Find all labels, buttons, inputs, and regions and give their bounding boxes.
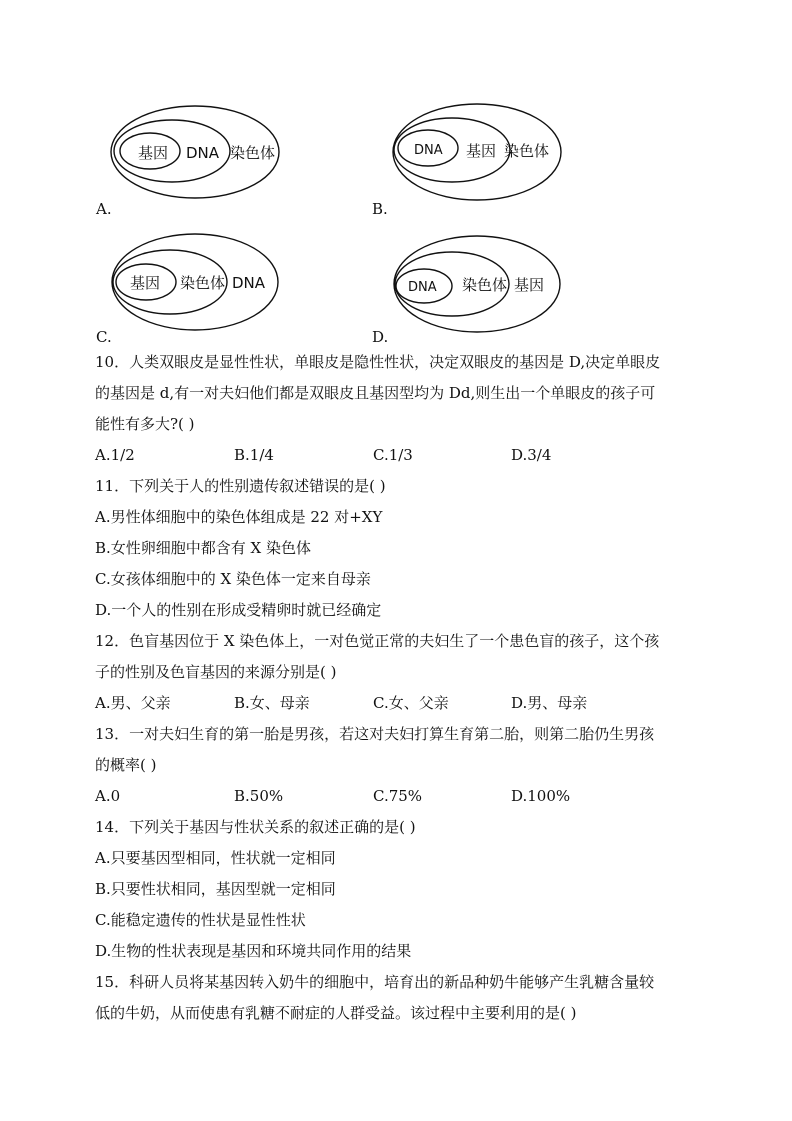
option-b: B.女性卵细胞中都含有 X 染色体 — [95, 539, 312, 557]
option-c: C.女孩体细胞中的 X 染色体一定来自母亲 — [95, 570, 371, 588]
question-10 — [95, 347, 695, 471]
outer-label: 基因 — [514, 276, 545, 294]
inner-label: 基因 — [130, 274, 161, 292]
option-c: C.能稳定遗传的性状是显性性状 — [95, 911, 306, 929]
figure-option-c — [110, 232, 280, 332]
question-list — [95, 347, 695, 1029]
option-a: A.只要基因型相同，性状就一定相同 — [95, 849, 336, 867]
option-c: C.女、父亲 — [373, 694, 449, 712]
figure-option-b — [392, 102, 562, 202]
option-b: B.1/4 — [234, 446, 274, 464]
figure-option-d — [392, 234, 562, 334]
figure-option-a — [110, 104, 280, 200]
option-d: D.生物的性状表现是基因和环境共同作用的结果 — [95, 942, 412, 960]
option-d: D.男、母亲 — [511, 694, 588, 712]
option-b: B.只要性状相同，基因型就一定相同 — [95, 880, 336, 898]
option-row — [95, 440, 695, 471]
middle-label: 基因 — [466, 142, 497, 160]
question-stem-line: 11．下列关于人的性别遗传叙述错误的是( ) — [95, 477, 386, 495]
option-d: D.3/4 — [511, 446, 552, 464]
question-stem-line: 12．色盲基因位于 X 染色体上，一对色觉正常的夫妇生了一个患色盲的孩子，这个孩 — [95, 632, 660, 650]
inner-label: DNA — [414, 143, 443, 158]
inner-label: DNA — [408, 280, 437, 295]
option-a: A.0 — [95, 787, 121, 805]
option-c: C.1/3 — [373, 446, 413, 464]
middle-label: 染色体 — [462, 276, 508, 294]
inner-label: 基因 — [138, 144, 169, 162]
question-14 — [95, 812, 695, 967]
option-row — [95, 781, 695, 812]
question-12 — [95, 626, 695, 719]
figure-label-a: A. — [96, 200, 112, 218]
question-stem-line: 10．人类双眼皮是显性性状，单眼皮是隐性性状，决定双眼皮的基因是 D,决定单眼皮 — [95, 353, 661, 371]
question-stem-line: 子的性别及色盲基因的来源分别是( ) — [95, 663, 337, 681]
option-b: B.50% — [234, 787, 284, 805]
option-row — [95, 688, 695, 719]
question-stem-line: 15．科研人员将某基因转入奶牛的细胞中，培育出的新品种奶牛能够产生乳糖含量较 — [95, 973, 655, 991]
question-stem-line: 的概率( ) — [95, 756, 157, 774]
middle-label: DNA — [186, 144, 220, 162]
middle-label: 染色体 — [180, 274, 226, 292]
option-c: C.75% — [373, 787, 423, 805]
option-b: B.女、母亲 — [234, 694, 310, 712]
option-d: D.100% — [511, 787, 571, 805]
option-a: A.男性体细胞中的染色体组成是 22 对+XY — [95, 508, 383, 526]
question-13 — [95, 719, 695, 812]
question-stem-line: 14．下列关于基因与性状关系的叙述正确的是( ) — [95, 818, 416, 836]
option-d: D.一个人的性别在形成受精卵时就已经确定 — [95, 601, 382, 619]
outer-label: DNA — [232, 274, 266, 292]
question-stem-line: 能性有多大?( ) — [95, 415, 195, 433]
figure-label-b: B. — [372, 200, 388, 218]
question-stem-line: 13．一对夫妇生育的第一胎是男孩，若这对夫妇打算生育第二胎，则第二胎仍生男孩 — [95, 725, 655, 743]
option-a: A.1/2 — [95, 446, 135, 464]
outer-label: 染色体 — [504, 142, 550, 160]
option-a: A.男、父亲 — [95, 694, 171, 712]
figure-label-c: C. — [96, 328, 112, 346]
outer-label: 染色体 — [230, 144, 276, 162]
question-11 — [95, 471, 695, 626]
question-stem-line: 低的牛奶，从而使患有乳糖不耐症的人群受益。该过程中主要利用的是( ) — [95, 1004, 577, 1022]
question-15 — [95, 967, 695, 1029]
question-stem-line: 的基因是 d,有一对夫妇他们都是双眼皮且基因型均为 Dd,则生出一个单眼皮的孩子可 — [95, 384, 656, 402]
figure-label-d: D. — [372, 328, 389, 346]
